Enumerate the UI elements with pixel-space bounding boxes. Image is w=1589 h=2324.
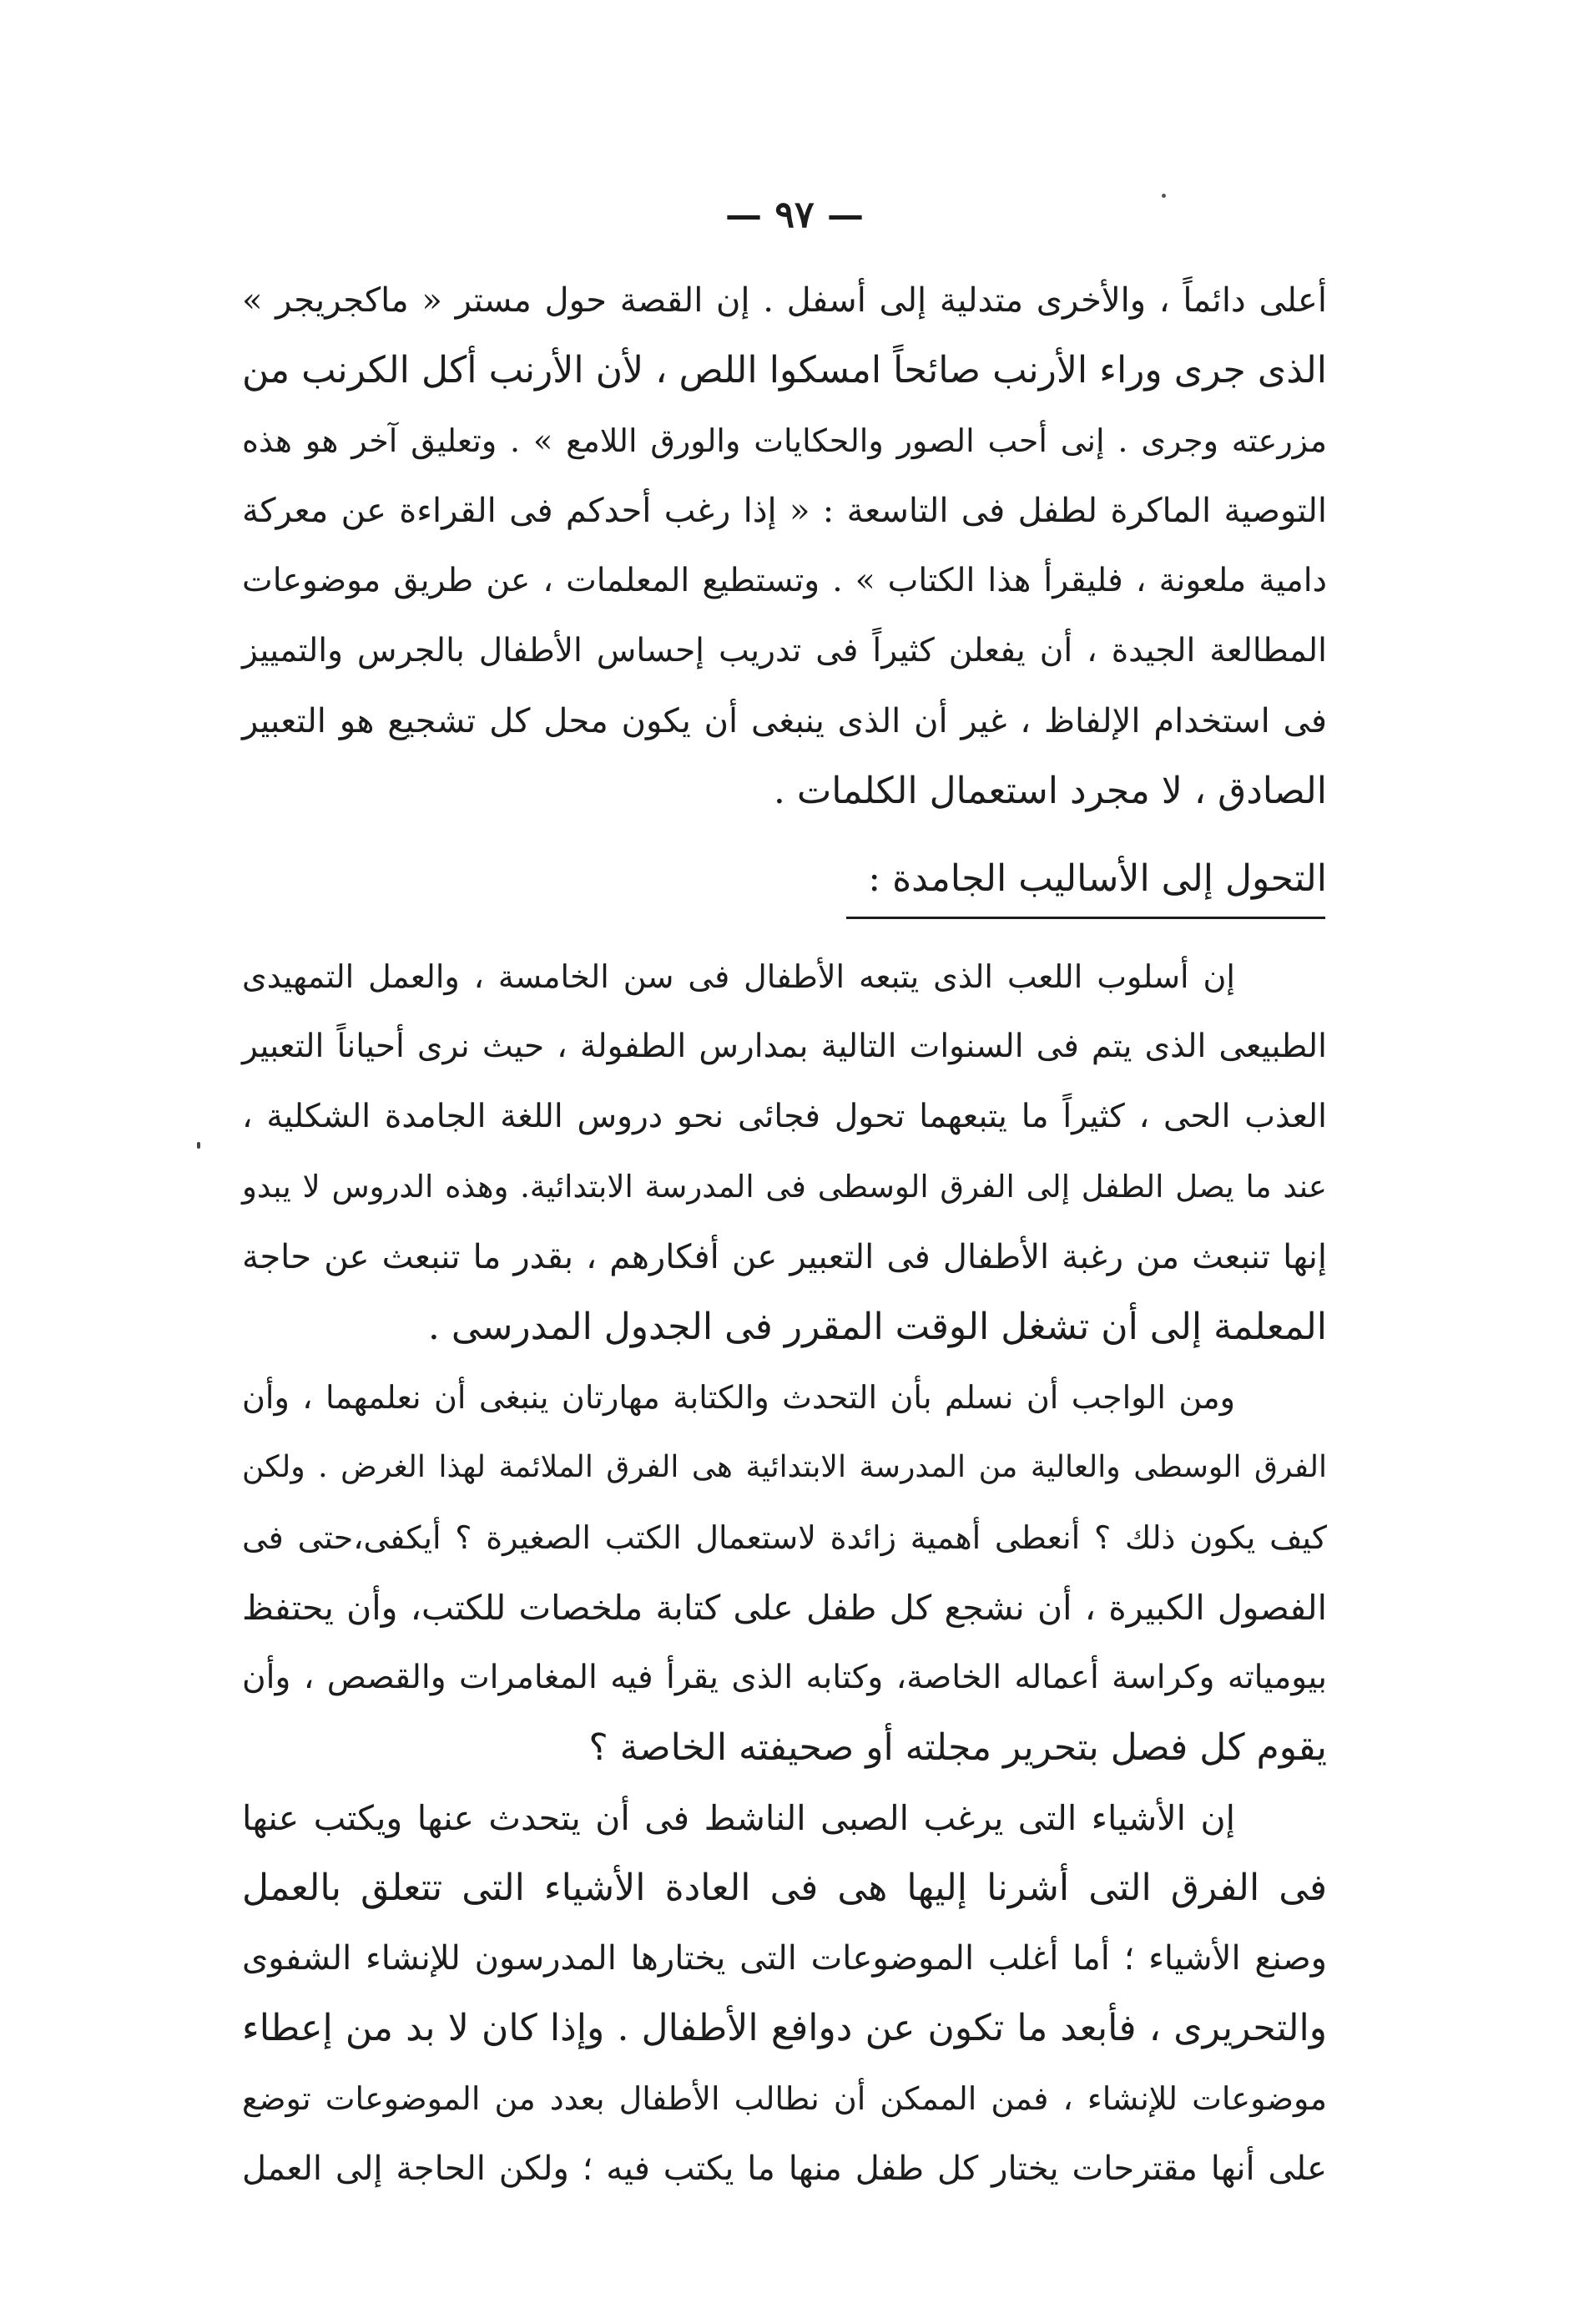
text-line: أعلى دائماً ، والأخرى متدلية إلى أسفل . إن القصة حول مستر « ماكجريجر » (242, 281, 1327, 320)
text-line: الذى جرى وراء الأرنب صائحاً امسكوا اللص ، لأن الأرنب أكل الكرنب من (242, 349, 1327, 392)
text-line: المطالعة الجيدة ، أن يفعلن كثيراً فى تدريب إحساس الأطفال بالجرس والتمييز (242, 632, 1327, 669)
text-line: إنها تنبعث من رغبة الأطفال فى التعبير عن أفكارهم ، بقدر ما تنبعث عن حاجة (242, 1238, 1327, 1276)
section-heading: التحول إلى الأساليب الجامدة : (868, 857, 1327, 900)
text-line: فى الفرق التى أشرنا إليها هى فى العادة الأشياء التى تتعلق بالعمل (242, 1867, 1327, 1909)
text-line: الفرق الوسطى والعالية من المدرسة الابتدائية هى الفرق الملائمة لهذا الغرض . ولكن (242, 1450, 1327, 1484)
paragraph-2 (242, 942, 1327, 1362)
paragraph-3 (242, 1362, 1327, 1783)
text-line: مزرعته وجرى . إنى أحب الصور والحكايات والورق اللامع » . وتعليق آخر هو هذه (242, 422, 1327, 459)
text-line: وصنع الأشياء ؛ أما أغلب الموضوعات التى يختارها المدرسون للإنشاء الشفوى (242, 1939, 1327, 1978)
page-number: — ٩٧ — (725, 194, 864, 236)
text-line: موضوعات للإنشاء ، فمن الممكن أن نطالب الأطفال بعدد من الموضوعات توضع (242, 2080, 1327, 2117)
paragraph-1 (242, 265, 1327, 826)
text-line: عند ما يصل الطفل إلى الفرق الوسطى فى المدرسة الابتدائية. وهذه الدروس لا يبدو (242, 1169, 1327, 1205)
text-line: التوصية الماكرة لطفل فى التاسعة : « إذا رغب أحدكم فى القراءة عن معركة (242, 492, 1327, 530)
text-line: على أنها مقترحات يختار كل طفل منها ما يكتب فيه ؛ ولكن الحاجة إلى العمل (242, 2150, 1327, 2188)
text-line: إن أسلوب اللعب الذى يتبعه الأطفال فى سن الخامسة ، والعمل التمهيدى (242, 958, 1235, 995)
text-line: المعلمة إلى أن تشغل الوقت المقرر فى الجدول المدرسى . (427, 1306, 1327, 1348)
text-line: الصادق ، لا مجرد استعمال الكلمات . (773, 770, 1327, 812)
text-line: دامية ملعونة ، فليقرأ هذا الكتاب » . وتستطيع المعلمات ، عن طريق موضوعات (242, 562, 1327, 599)
text-line: ومن الواجب أن نسلم بأن التحدث والكتابة مهارتان ينبغى أن نعلمهما ، وأن (242, 1379, 1235, 1416)
margin-tick-mark (197, 1142, 200, 1149)
paragraph-4 (242, 1783, 1327, 2204)
text-line: الطبيعى الذى يتم فى السنوات التالية بمدارس الطفولة ، حيث نرى أحياناً التعبير (242, 1028, 1327, 1065)
text-line: العذب الحى ، كثيراً ما يتبعهما تحول فجائى نحو دروس اللغة الجامدة الشكلية ، (242, 1098, 1327, 1135)
heading-underline (846, 917, 1325, 919)
text-line: إن الأشياء التى يرغب الصبى الناشط فى أن يتحدث عنها ويكتب عنها (242, 1798, 1235, 1838)
text-line: والتحريرى ، فأبعد ما تكون عن دوافع الأطفال . وإذا كان لا بد من إعطاء (242, 2007, 1327, 2049)
text-line: فى استخدام الإلفاظ ، غير أن الذى ينبغى أن يكون محل كل تشجيع هو التعبير (242, 702, 1327, 740)
text-line: كيف يكون ذلك ؟ أنعطى أهمية زائدة لاستعمال الكتب الصغيرة ؟ أيكفى،حتى فى (242, 1519, 1327, 1556)
text-line: يقوم كل فصل بتحرير مجلته أو صحيفته الخاصة ؟ (588, 1726, 1327, 1769)
text-line: الفصول الكبيرة ، أن نشجع كل طفل على كتابة ملخصات للكتب، وأن يحتفظ (242, 1588, 1327, 1628)
text-line: بيومياته وكراسة أعماله الخاصة، وكتابه الذى يقرأ فيه المغامرات والقصص ، وأن (242, 1659, 1327, 1696)
